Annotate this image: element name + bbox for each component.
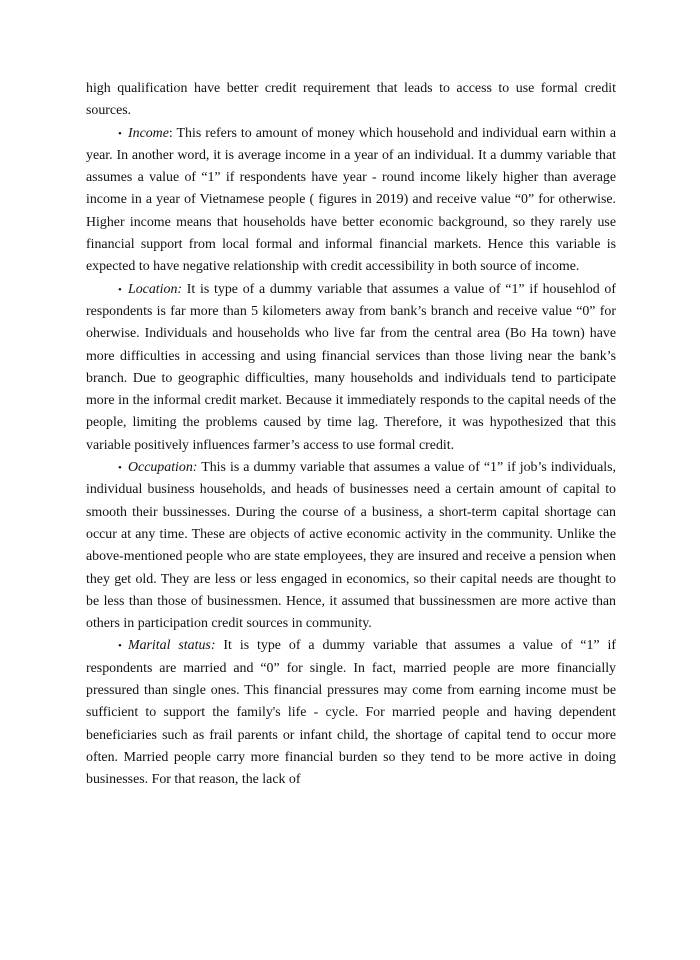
- marital-status-text: It is type of a dummy variable that assumes a value of “1” if respondents are married and “0” for single. In fact, married people are more financially pressured than single ones. This financial pressures may come from earning income must be sufficient to support the family's life - cycle. For married people and having dependent beneficiaries such as frail parents or infant child, the shortage of capital tend to occur more often. Married people carry more financial burden so they tend to be more active in doing businesses. For that reason, the lack of: [86, 638, 617, 788]
- income-term: Income: [128, 125, 169, 141]
- income-text: : This refers to amount of money which household and individual earn within a year. In another word, it is average income in a year of an individual. It a dummy variable that assumes a value of “1” if respondents have year - round income likely higher than average income in a year of Vietnamese people ( figures in 2019) and receive value “0” for otherwise. Higher income means that households have better economic background, so they rarely use financial support from local formal and informal financial markets. Hence this variable is expected to have negative relationship with credit accessibility in both source of income.: [86, 125, 616, 275]
- bullet-icon: •: [118, 462, 122, 475]
- occupation-paragraph: [86, 457, 616, 635]
- income-paragraph: [86, 123, 616, 279]
- intro-paragraph: high qualification have better credit requirement that leads to access to use formal credit sources.: [86, 81, 616, 119]
- marital-status-term: Marital status:: [128, 638, 216, 654]
- location-paragraph: [86, 279, 616, 457]
- marital-status-paragraph: [86, 635, 616, 791]
- bullet-icon: •: [118, 283, 122, 296]
- bullet-icon: •: [118, 640, 122, 653]
- bullet-icon: •: [118, 127, 122, 140]
- occupation-term: Occupation:: [128, 460, 198, 476]
- document-page: [86, 78, 616, 792]
- location-term: Location:: [128, 281, 183, 297]
- occupation-text: This is a dummy variable that assumes a value of “1” if job’s individuals, individual business households, and heads of businesses need a certain amount of capital to smooth their bussinesses. During the course of a business, a short-term capital shortage can occur at any time. These are objects of active economic activity in the community. Unlike the above-mentioned people who are state employees, they are insured and receive a pension when they get old. They are less or less engaged in economics, so their capital needs are thought to be less than those of businessmen. Hence, it assumed that bussinessmen are more active than others in participation credit sources in community.: [86, 460, 616, 632]
- location-text: It is type of a dummy variable that assumes a value of “1” if househlod of respondents is far more than 5 kilometers away from bank’s branch and receive value “0” for oherwise. Individuals and households who live far from the central area (Bo Ha town) have more difficulties in accessing and using financial services than those living near the bank’s branch. Due to geographic difficulties, many households and individuals tend to participate more in the informal credit market. Because it immediately responds to the capital needs of the people, limiting the problems caused by time lag. Therefore, it was hypothesized that this variable positively influences farmer’s access to use formal credit.: [86, 281, 616, 453]
